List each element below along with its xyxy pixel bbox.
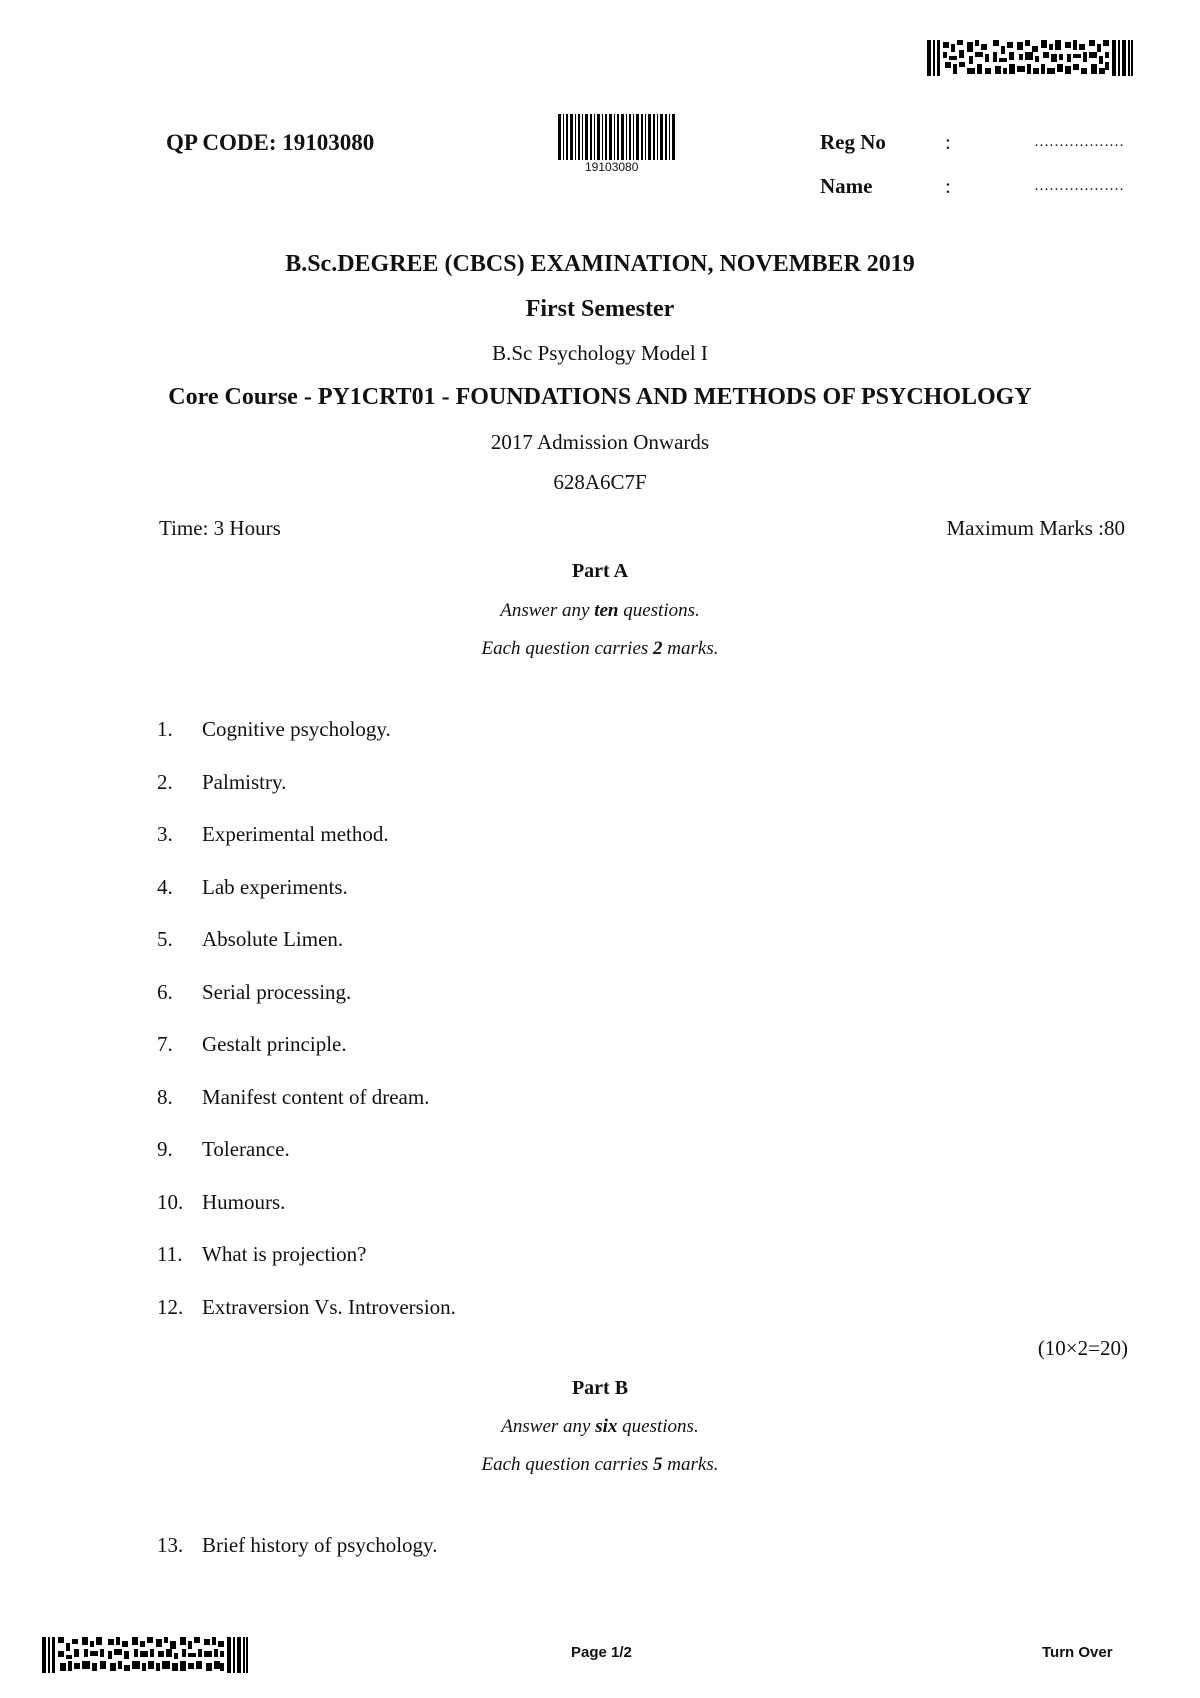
question-number: 8. bbox=[157, 1085, 173, 1109]
question-text: Brief history of psychology. bbox=[202, 1533, 438, 1557]
question-text: Manifest content of dream. bbox=[202, 1085, 430, 1109]
instruction-count: ten bbox=[594, 600, 619, 621]
question-number: 10. bbox=[157, 1190, 184, 1214]
question-number: 2. bbox=[157, 770, 173, 794]
question-text: Humours. bbox=[202, 1190, 286, 1214]
qp-barcode-icon bbox=[558, 114, 676, 160]
paper-code: 628A6C7F bbox=[553, 470, 647, 494]
admission-line: 2017 Admission Onwards bbox=[490, 430, 710, 454]
question-text: Palmistry. bbox=[202, 770, 287, 794]
instruction-text: marks. bbox=[662, 1454, 719, 1475]
reg-no-colon: : bbox=[945, 130, 951, 154]
qp-barcode-number: 19103080 bbox=[585, 160, 639, 174]
reg-no-label: Reg No bbox=[820, 130, 886, 154]
question-number: 1. bbox=[157, 717, 173, 741]
name-field: ……………… bbox=[1034, 178, 1124, 194]
instruction-text: Answer any bbox=[500, 600, 595, 621]
question-number: 12. bbox=[157, 1295, 184, 1319]
instruction-marks: 5 bbox=[653, 1454, 663, 1475]
instruction-text: Each question carries bbox=[481, 638, 654, 659]
turn-over-label: Turn Over bbox=[1042, 1644, 1113, 1661]
time-label: Time: 3 Hours bbox=[159, 516, 281, 540]
question-number: 13. bbox=[157, 1533, 184, 1557]
instruction-marks: 2 bbox=[653, 638, 663, 659]
question-text: Serial processing. bbox=[202, 980, 352, 1004]
part-b-instruction-2 bbox=[0, 1454, 1200, 1476]
footer-barcode-icon bbox=[42, 1637, 248, 1673]
reg-no-field: ……………… bbox=[1034, 134, 1124, 150]
instruction-text: Answer any bbox=[501, 1416, 596, 1437]
question-text: Extraversion Vs. Introversion. bbox=[202, 1295, 456, 1319]
instruction-text: questions. bbox=[618, 600, 700, 621]
part-b-title: Part B bbox=[571, 1377, 629, 1399]
question-number: 4. bbox=[157, 875, 173, 899]
max-marks-label: Maximum Marks :80 bbox=[946, 516, 1125, 540]
instruction-text: marks. bbox=[662, 638, 719, 659]
name-label: Name bbox=[820, 174, 873, 198]
question-number: 5. bbox=[157, 927, 173, 951]
instruction-text: questions. bbox=[617, 1416, 699, 1437]
part-a-title: Part A bbox=[571, 560, 629, 582]
question-text: Experimental method. bbox=[202, 822, 389, 846]
page-number: Page 1/2 bbox=[571, 1644, 632, 1661]
part-a-instruction-2 bbox=[0, 638, 1200, 660]
semester-title: First Semester bbox=[525, 296, 675, 322]
question-text: Absolute Limen. bbox=[202, 927, 344, 951]
question-text: Lab experiments. bbox=[202, 875, 348, 899]
question-number: 9. bbox=[157, 1137, 173, 1161]
instruction-text: Each question carries bbox=[481, 1454, 654, 1475]
part-a-instruction-1 bbox=[0, 600, 1200, 622]
question-text: Tolerance. bbox=[202, 1137, 290, 1161]
name-colon: : bbox=[945, 174, 951, 198]
question-text: Gestalt principle. bbox=[202, 1032, 347, 1056]
question-number: 11. bbox=[157, 1242, 183, 1266]
question-text: Cognitive psychology. bbox=[202, 717, 391, 741]
qp-code-label: QP CODE: 19103080 bbox=[166, 130, 375, 155]
question-number: 6. bbox=[157, 980, 173, 1004]
programme-title: B.Sc Psychology Model I bbox=[492, 341, 708, 365]
part-b-instruction-1 bbox=[0, 1416, 1200, 1438]
instruction-count: six bbox=[595, 1416, 618, 1437]
question-number: 3. bbox=[157, 822, 173, 846]
question-text: What is projection? bbox=[202, 1242, 367, 1266]
question-number: 7. bbox=[157, 1032, 173, 1056]
exam-title: B.Sc.DEGREE (CBCS) EXAMINATION, NOVEMBER 2019 bbox=[285, 251, 915, 277]
top-barcode-icon bbox=[927, 40, 1133, 76]
course-title: Core Course - PY1CRT01 - FOUNDATIONS AND METHODS OF PSYCHOLOGY bbox=[168, 384, 1032, 410]
part-a-marks-total: (10×2=20) bbox=[1037, 1336, 1128, 1360]
